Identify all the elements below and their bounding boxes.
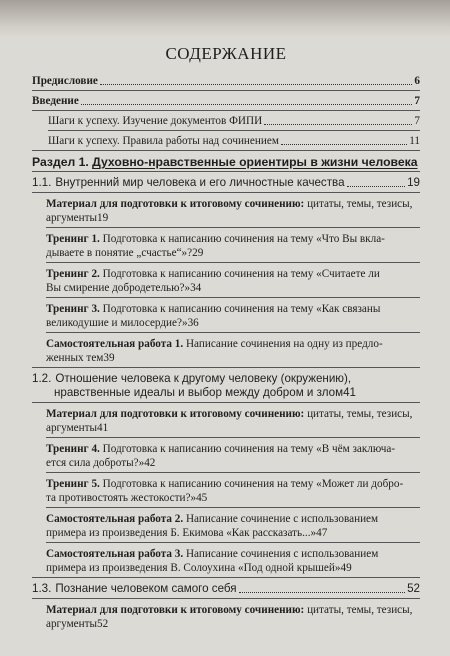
toc-item[interactable] [32, 337, 420, 365]
divider [32, 171, 420, 172]
toc-entry-preface[interactable] [32, 74, 420, 88]
leader-dots [281, 144, 407, 145]
toc-page-number: 47 [316, 527, 328, 539]
toc-page-number: 19 [97, 212, 109, 224]
toc-entry-introduction[interactable] [32, 94, 420, 108]
divider [32, 402, 420, 403]
toc-item[interactable] [32, 603, 420, 631]
item-text: примера из произведения В. Солоухина «Под одной крышей» [46, 562, 341, 574]
section-heading[interactable] [32, 155, 420, 169]
subsection-number: 1.3. [32, 582, 52, 595]
item-text: Написание сочинение с использованием [183, 513, 379, 525]
divider [32, 150, 420, 151]
toc-item[interactable] [32, 197, 420, 225]
item-lead: Тренинг 4. [46, 443, 100, 455]
divider [32, 577, 420, 578]
subsection-number: 1.1. [32, 176, 52, 189]
item-text: Подготовка к написанию сочинения на тему «В чём заключа- [99, 443, 396, 455]
toc-page-number: 7 [414, 115, 420, 127]
toc-entry-rules[interactable] [32, 134, 420, 148]
divider [32, 367, 420, 368]
divider [46, 262, 420, 263]
item-lead: Тренинг 1. [46, 233, 100, 245]
toc-item[interactable] [32, 477, 420, 505]
item-lead: Материал для подготовки к итоговому сочинению: [46, 604, 305, 616]
divider [32, 90, 420, 91]
toc-page-number: 11 [409, 135, 420, 147]
leader-dots [264, 124, 412, 125]
item-lead: Тренинг 2. [46, 268, 100, 280]
toc-page-number: 36 [187, 317, 199, 329]
item-text: цитаты, темы, тезисы, [304, 408, 413, 420]
item-lead: Самостоятельная работа 1. [46, 338, 184, 350]
item-lead: Самостоятельная работа 2. [46, 513, 184, 525]
toc-item[interactable] [32, 302, 420, 330]
divider [46, 227, 420, 228]
toc-entry-label: Введение [32, 95, 79, 107]
divider [46, 332, 420, 333]
toc-item[interactable] [32, 547, 420, 575]
item-lead: Материал для подготовки к итоговому сочинению: [46, 198, 305, 210]
divider [46, 472, 420, 473]
toc-entry-fipi[interactable] [32, 114, 420, 128]
subsection-1-3[interactable] [32, 582, 420, 596]
item-text: Подготовка к написанию сочинения на тему «Как связаны [99, 303, 381, 315]
item-text: Подготовка к написанию сочинения на тему «Считаете ли [99, 268, 380, 280]
item-text: Написание сочинения на одну из предло- [183, 338, 383, 350]
toc-page-number: 45 [196, 492, 208, 504]
toc-page-number: 41 [343, 386, 356, 399]
subsection-title: Внутренний мир человека и его личностные качества [55, 176, 345, 189]
subsection-title: Познание человеком самого себя [55, 582, 237, 595]
subsection-1-1[interactable] [32, 176, 420, 190]
item-text: дываете в понятие „счастье“»? [46, 247, 193, 259]
item-text: аргументы [46, 212, 98, 224]
subsection-title: Отношение человека к другому человеку (окружению), [55, 372, 352, 385]
subsection-1-2[interactable] [32, 372, 420, 400]
toc-page-number: 19 [407, 176, 420, 189]
toc-page-number: 29 [192, 247, 204, 259]
toc-page-number: 39 [103, 352, 115, 364]
toc-page-number: 34 [190, 282, 202, 294]
toc-entry-label: Шаги к успеху. Правила работы над сочинением [48, 135, 279, 147]
page-title: СОДЕРЖАНИЕ [165, 44, 287, 63]
item-text: цитаты, темы, тезисы, [304, 198, 413, 210]
divider [48, 130, 420, 131]
leader-dots [347, 186, 406, 187]
item-text: цитаты, темы, тезисы, [304, 604, 413, 616]
divider [46, 507, 420, 508]
subsection-title: нравственные идеалы и выбор между добром и злом [54, 386, 344, 399]
toc-page-number: 52 [97, 618, 109, 630]
toc-entry-label: Предисловие [32, 75, 98, 87]
item-lead: Самостоятельная работа 3. [46, 548, 184, 560]
item-text: та противостоять жестокости?» [46, 492, 197, 504]
item-lead: Материал для подготовки к итоговому сочинению: [46, 408, 305, 420]
item-text: Подготовка к написанию сочинения на тему «Что Вы вкла- [99, 233, 385, 245]
toc-page-number: 49 [340, 562, 352, 574]
divider [46, 297, 420, 298]
divider [32, 110, 420, 111]
divider [46, 437, 420, 438]
item-lead: Тренинг 5. [46, 478, 100, 490]
subsection-number: 1.2. [32, 372, 52, 385]
divider [32, 598, 420, 599]
toc-page-number: 6 [414, 75, 420, 87]
item-text: аргументы [46, 422, 98, 434]
item-text: ется сила доброты?» [46, 457, 145, 469]
toc-page-number: 52 [407, 582, 420, 595]
item-text: Вы смирение добродетелью?» [46, 282, 191, 294]
item-text: аргументы [46, 618, 98, 630]
divider [32, 192, 420, 193]
leader-dots [81, 104, 413, 105]
item-lead: Тренинг 3. [46, 303, 100, 315]
toc-item[interactable] [32, 232, 420, 260]
toc-entry-label: Шаги к успеху. Изучение документов ФИПИ [48, 115, 263, 127]
toc-item[interactable] [32, 267, 420, 295]
item-text: Подготовка к написанию сочинения на тему «Может ли добро- [99, 478, 404, 490]
item-text: Написание сочинения с использованием [183, 548, 379, 560]
item-text: женных тем [46, 352, 104, 364]
section-title: Духовно-нравственные ориентиры в жизни человека [92, 155, 418, 169]
toc-page-number: 41 [97, 422, 109, 434]
section-label: Раздел 1. [32, 155, 89, 169]
divider [46, 542, 420, 543]
toc-item[interactable] [32, 407, 420, 435]
toc-item[interactable] [32, 442, 420, 470]
toc-item[interactable] [32, 512, 420, 540]
leader-dots [100, 84, 413, 85]
item-text: великодушие и милосердие?» [46, 317, 188, 329]
item-text: примера из произведения Б. Екимова «Как рассказать...» [46, 527, 317, 539]
leader-dots [239, 592, 406, 593]
toc-page-number: 42 [144, 457, 156, 469]
toc-page-number: 7 [414, 95, 420, 107]
